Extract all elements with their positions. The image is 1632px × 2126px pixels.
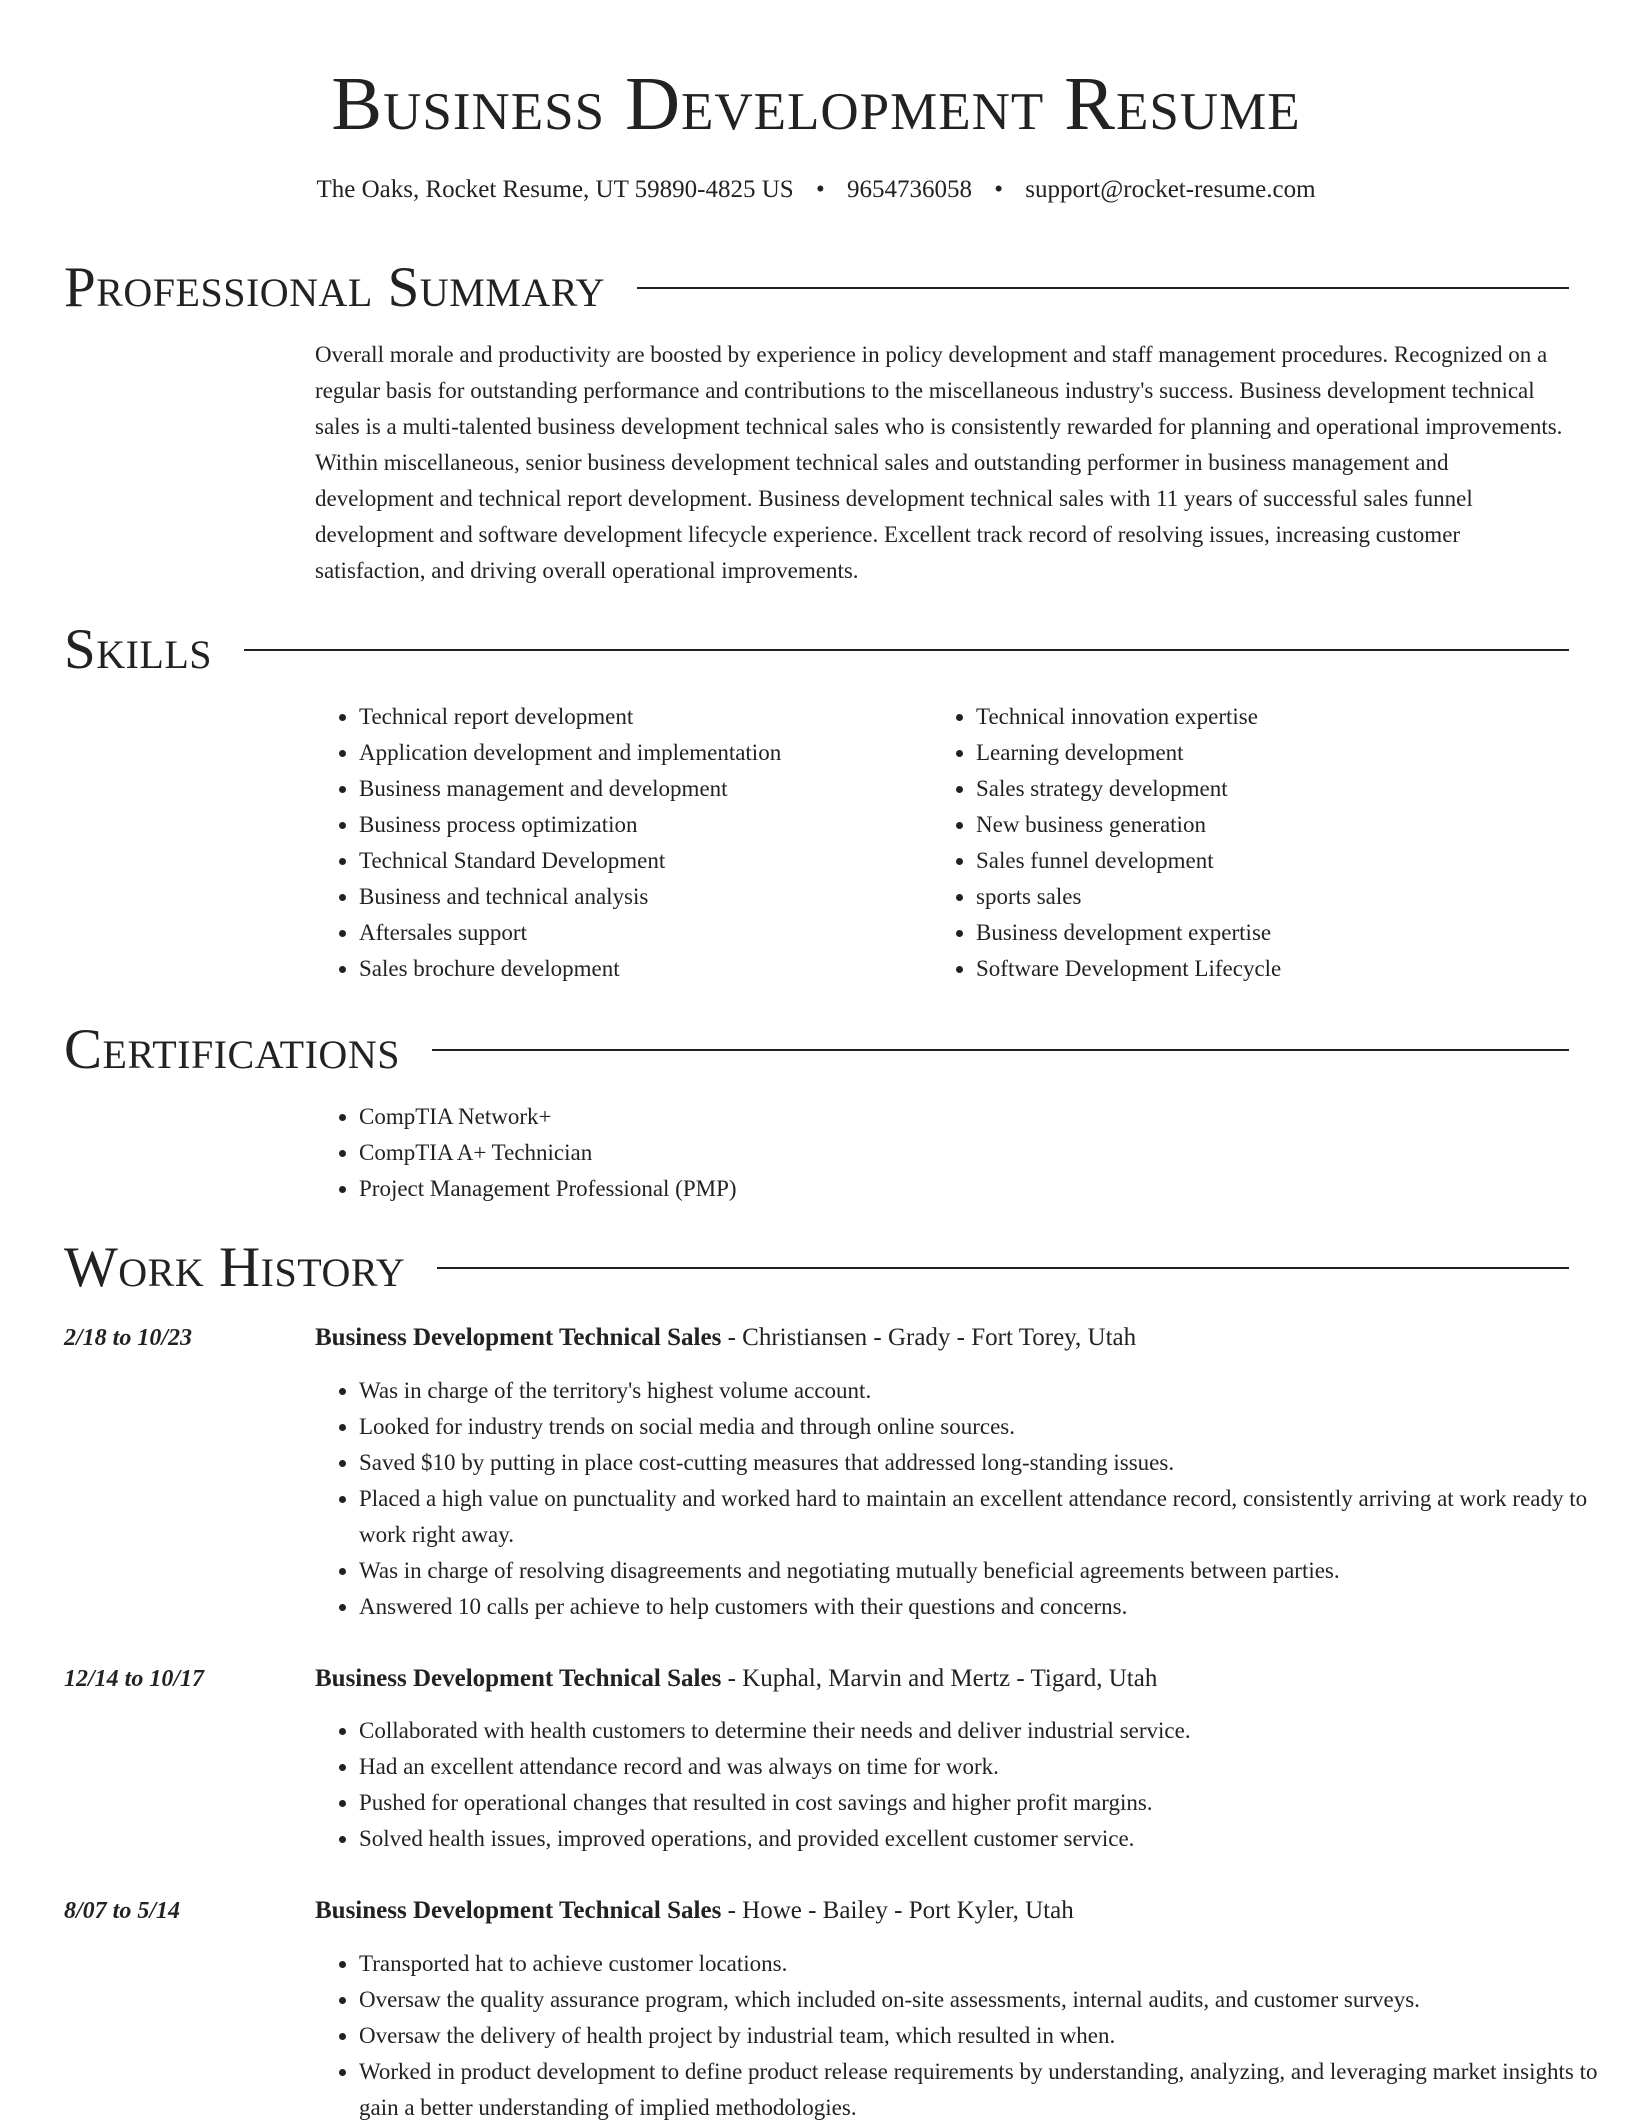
- skill-item: • Technical report development: [359, 699, 959, 735]
- job-dates: 8/07 to 5/14: [64, 1898, 181, 1924]
- job-bullet: • Answered 10 calls per achieve to help customers with their questions and concerns.: [359, 1589, 1614, 1625]
- skill-item: • Business development expertise: [976, 915, 1576, 951]
- certification-item: • CompTIA A+ Technician: [359, 1135, 1259, 1171]
- certification-item: • Project Management Professional (PMP): [359, 1171, 1259, 1207]
- job-role: Business Development Technical Sales: [315, 1324, 722, 1351]
- job-heading: [315, 1893, 1570, 1929]
- job-bullet: • Was in charge of the territory's highest volume account.: [359, 1373, 1614, 1409]
- skill-item: • Sales strategy development: [976, 771, 1576, 807]
- skills-list-left: [315, 699, 959, 987]
- job-bullet: • Looked for industry trends on social media and through online sources.: [359, 1409, 1614, 1445]
- work-history-section-header: [64, 1233, 1569, 1303]
- certification-item: • CompTIA Network+: [359, 1099, 1259, 1135]
- skill-item: • Software Development Lifecycle: [976, 951, 1576, 987]
- contact-email: support@rocket-resume.com: [1025, 176, 1316, 203]
- section-divider: [437, 1267, 1569, 1269]
- contact-address: The Oaks, Rocket Resume, UT 59890-4825 US: [316, 176, 794, 203]
- job-bullet: • Collaborated with health customers to determine their needs and deliver industrial service.: [359, 1713, 1614, 1749]
- certifications-heading: Certifications: [64, 1018, 400, 1081]
- contact-line: [0, 172, 1632, 208]
- job-dates: 12/14 to 10/17: [64, 1666, 205, 1692]
- skill-item: • Business process optimization: [359, 807, 959, 843]
- contact-phone: 9654736058: [846, 176, 972, 203]
- summary-heading: Professional Summary: [64, 256, 606, 319]
- certifications-list: [315, 1099, 1259, 1207]
- section-divider: [432, 1049, 1569, 1051]
- skill-item: • Business management and development: [359, 771, 959, 807]
- job-bullets: [315, 1713, 1614, 1857]
- skill-item: • Business and technical analysis: [359, 879, 959, 915]
- skill-item: • Sales brochure development: [359, 951, 959, 987]
- job-bullet: • Had an excellent attendance record and was always on time for work.: [359, 1749, 1614, 1785]
- section-divider: [244, 649, 1569, 651]
- job-dates: 2/18 to 10/23: [64, 1325, 193, 1351]
- resume-title: Business Development Resume: [331, 62, 1301, 146]
- job-company-location: - Howe - Bailey - Port Kyler, Utah: [721, 1897, 1074, 1924]
- job-bullet: • Oversaw the delivery of health project by industrial team, which resulted in when.: [359, 2018, 1614, 2054]
- contact-separator: •: [815, 176, 825, 203]
- section-divider: [637, 287, 1569, 289]
- skill-item: • Technical Standard Development: [359, 843, 959, 879]
- skill-item: • Learning development: [976, 735, 1576, 771]
- job-bullets: [315, 1373, 1614, 1625]
- job-bullet: • Solved health issues, improved operations, and provided excellent customer service.: [359, 1821, 1614, 1857]
- skill-item: • sports sales: [976, 879, 1576, 915]
- job-bullet: • Was in charge of resolving disagreements and negotiating mutually beneficial agreements between parties.: [359, 1553, 1614, 1589]
- skills-section-header: [64, 615, 1569, 685]
- summary-section-header: [64, 253, 1569, 323]
- job-heading: [315, 1320, 1570, 1356]
- job-bullets: [315, 1946, 1614, 2126]
- skill-item: • New business generation: [976, 807, 1576, 843]
- skills-heading: Skills: [64, 618, 213, 681]
- job-heading: [315, 1661, 1570, 1697]
- job-company-location: - Kuphal, Marvin and Mertz - Tigard, Utah: [721, 1665, 1158, 1692]
- summary-text: Overall morale and productivity are boosted by experience in policy development and staff management procedures. Recognized on a regular basis for outstanding performance and contributions to the miscellaneous industry's success. Business development technical sales is a multi-talented business development technical sales who is consistently rewarded for planning and operational improvements. Within miscellaneous, senior business development technical sales and outstanding performer in business management and development and technical report development. Business development technical sales with 11 years of successful sales funnel development and software development lifecycle experience. Excellent track record of resolving issues, increasing customer satisfaction, and driving overall operational improvements.: [315, 342, 1563, 583]
- work-history-heading: Work History: [64, 1236, 406, 1299]
- skill-item: • Aftersales support: [359, 915, 959, 951]
- job-bullet: • Transported hat to achieve customer locations.: [359, 1946, 1614, 1982]
- job-company-location: - Christiansen - Grady - Fort Torey, Utah: [721, 1324, 1137, 1351]
- skill-item: • Sales funnel development: [976, 843, 1576, 879]
- job-bullet: • Worked in product development to define product release requirements by understanding, analyzing, and leveraging market insights to gain a better understanding of implied methodologies.: [359, 2054, 1614, 2126]
- skill-item: • Technical innovation expertise: [976, 699, 1576, 735]
- job-bullet: • Oversaw the quality assurance program, which included on-site assessments, internal audits, and customer surveys.: [359, 1982, 1614, 2018]
- job-bullet: • Placed a high value on punctuality and worked hard to maintain an excellent attendance record, consistently arriving at work ready to work right away.: [359, 1481, 1614, 1553]
- skill-item: • Application development and implementation: [359, 735, 959, 771]
- job-role: Business Development Technical Sales: [315, 1897, 722, 1924]
- job-bullet: • Saved $10 by putting in place cost-cutting measures that addressed long-standing issues.: [359, 1445, 1614, 1481]
- job-role: Business Development Technical Sales: [315, 1665, 722, 1692]
- contact-separator: •: [994, 176, 1003, 203]
- job-bullet: • Pushed for operational changes that resulted in cost savings and higher profit margins.: [359, 1785, 1614, 1821]
- skills-list-right: [932, 699, 1576, 987]
- certifications-section-header: [64, 1015, 1569, 1085]
